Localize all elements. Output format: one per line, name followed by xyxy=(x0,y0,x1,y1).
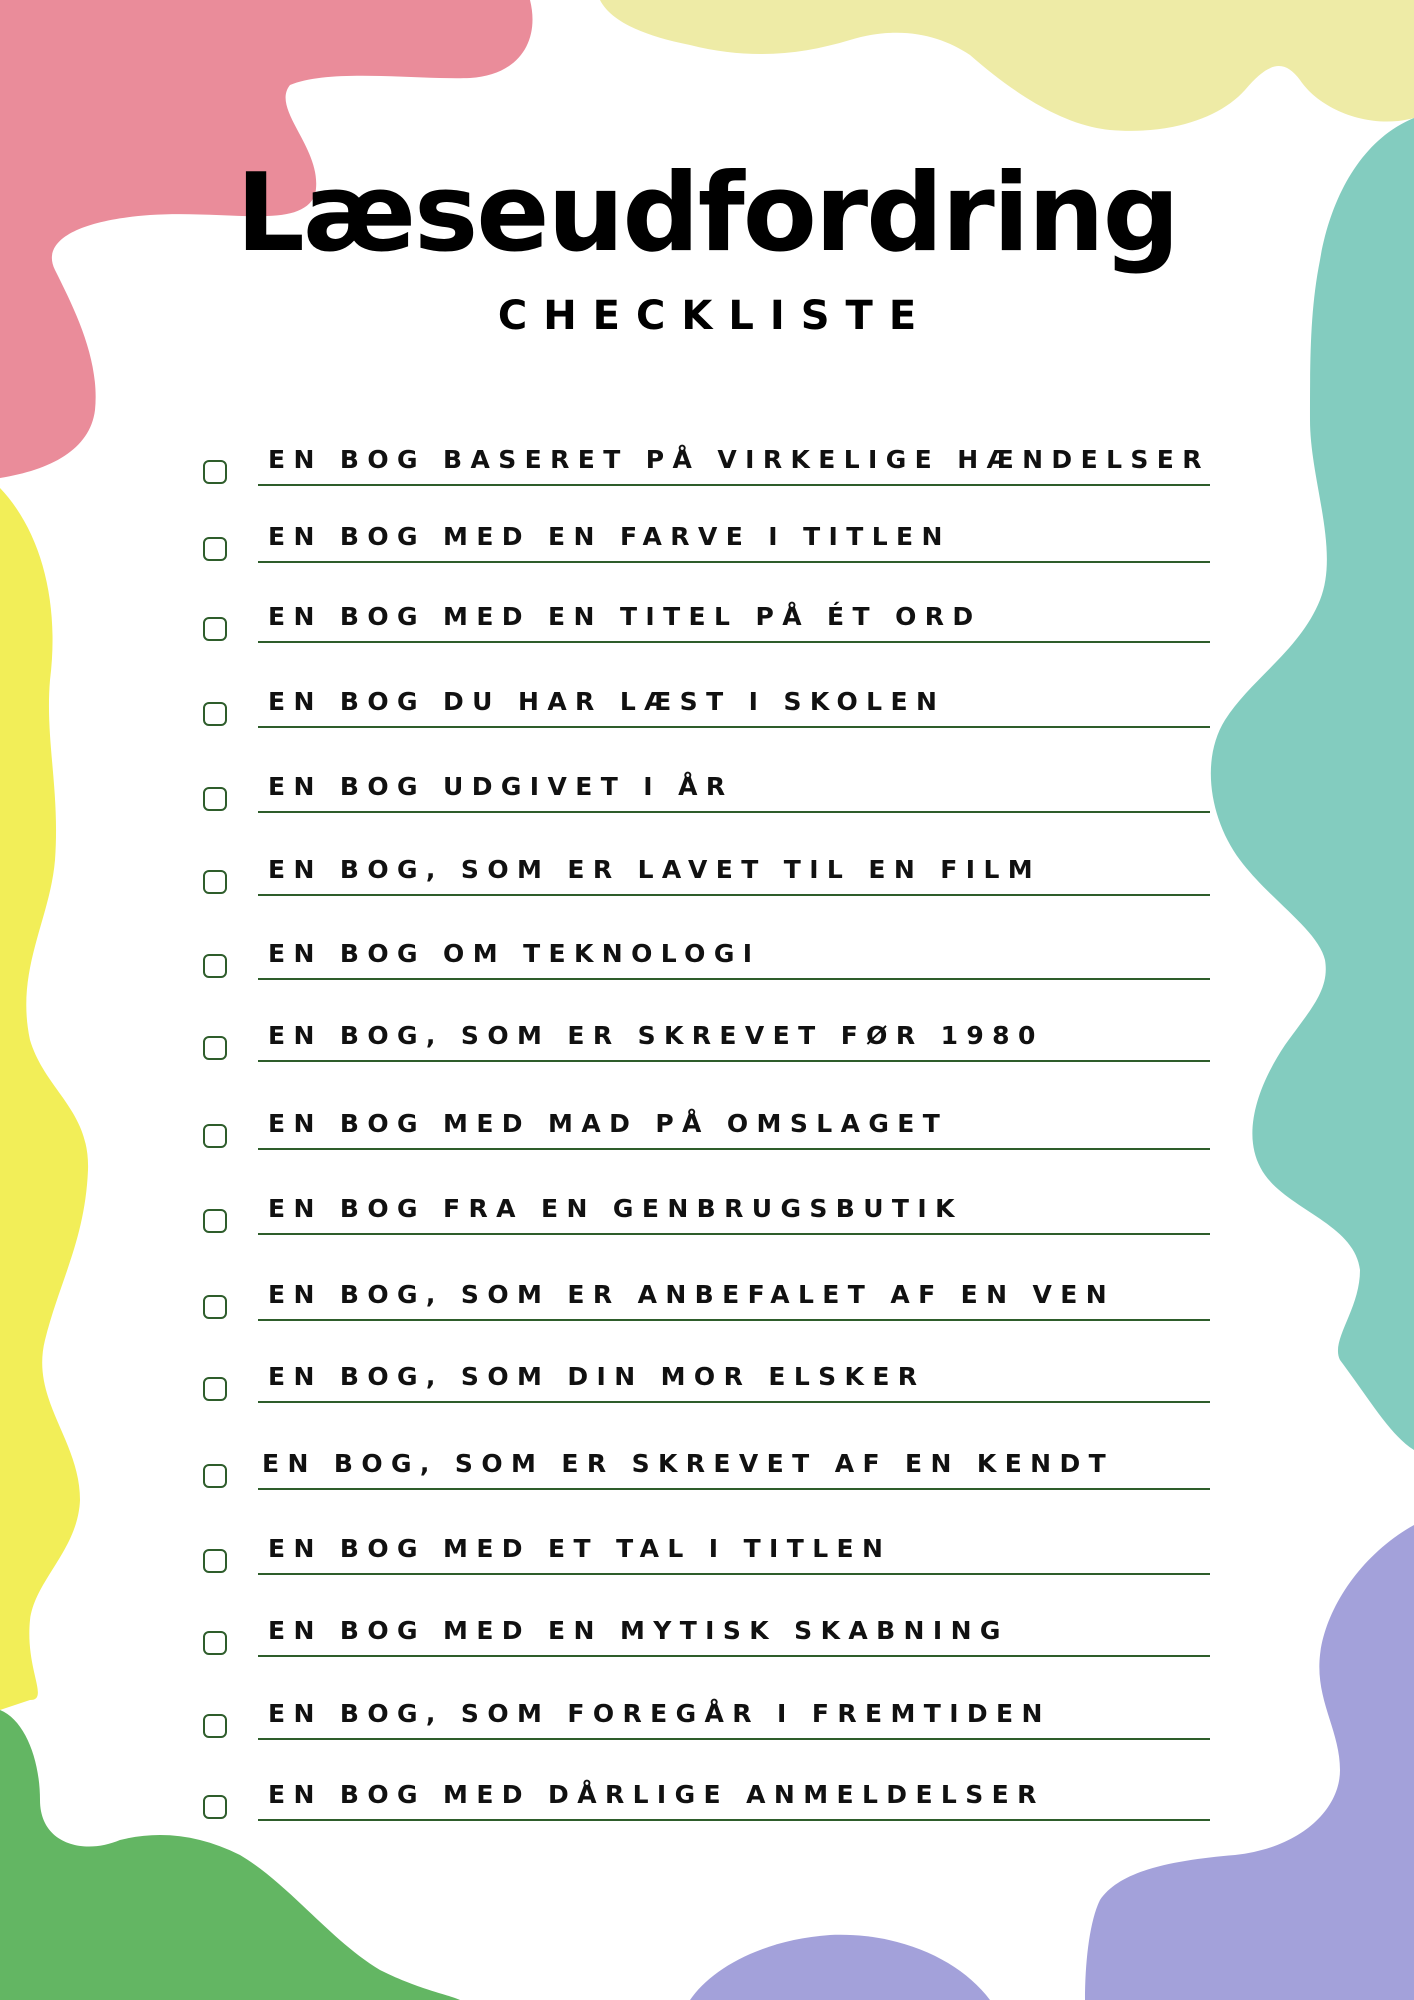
empty-checkbox-icon[interactable] xyxy=(203,1036,227,1060)
empty-checkbox-icon[interactable] xyxy=(203,537,227,561)
checklist-item-label: EN BOG OM TEKNOLOGI xyxy=(268,939,761,968)
checklist-item xyxy=(0,1611,1414,1681)
checklist-item-label: EN BOG MED EN FARVE I TITLEN xyxy=(268,522,951,551)
empty-checkbox-icon[interactable] xyxy=(203,1377,227,1401)
checklist-item-label: EN BOG FRA EN GENBRUGSBUTIK xyxy=(268,1194,963,1223)
underline-rule xyxy=(258,978,1210,980)
checklist-item-label: EN BOG, SOM ER LAVET TIL EN FILM xyxy=(268,855,1042,884)
checklist-item xyxy=(0,1016,1414,1086)
underline-rule xyxy=(258,1401,1210,1403)
underline-rule xyxy=(258,484,1210,486)
checklist-item-label: EN BOG DU HAR LÆST I SKOLEN xyxy=(268,687,946,716)
checklist-item xyxy=(0,1357,1414,1427)
lavender-blob-bottom xyxy=(690,1935,990,2000)
checklist-item xyxy=(0,517,1414,587)
empty-checkbox-icon[interactable] xyxy=(203,460,227,484)
yellow-blob xyxy=(0,488,88,1710)
checklist-item-label: EN BOG, SOM ER SKREVET FØR 1980 xyxy=(268,1021,1044,1050)
underline-rule xyxy=(258,811,1210,813)
underline-rule xyxy=(258,1738,1210,1740)
page-title: Læseudfordring xyxy=(236,151,1178,276)
empty-checkbox-icon[interactable] xyxy=(203,617,227,641)
empty-checkbox-icon[interactable] xyxy=(203,787,227,811)
checklist-item xyxy=(0,440,1414,510)
empty-checkbox-icon[interactable] xyxy=(203,870,227,894)
checklist-item-label: EN BOG, SOM ER SKREVET AF EN KENDT xyxy=(262,1449,1115,1478)
checklist-item xyxy=(0,1444,1414,1514)
underline-rule xyxy=(258,561,1210,563)
underline-rule xyxy=(258,1488,1210,1490)
underline-rule xyxy=(258,1233,1210,1235)
checklist-item xyxy=(0,1104,1414,1174)
checklist-item xyxy=(0,1189,1414,1259)
underline-rule xyxy=(258,726,1210,728)
checklist-item xyxy=(0,597,1414,667)
empty-checkbox-icon[interactable] xyxy=(203,1795,227,1819)
checklist-item xyxy=(0,934,1414,1004)
underline-rule xyxy=(258,1819,1210,1821)
empty-checkbox-icon[interactable] xyxy=(203,1124,227,1148)
empty-checkbox-icon[interactable] xyxy=(203,1631,227,1655)
empty-checkbox-icon[interactable] xyxy=(203,1714,227,1738)
checklist-item-label: EN BOG UDGIVET I ÅR xyxy=(268,772,734,801)
underline-rule xyxy=(258,1655,1210,1657)
checklist-item xyxy=(0,1275,1414,1345)
underline-rule xyxy=(258,1573,1210,1575)
checklist-item-label: EN BOG MED MAD PÅ OMSLAGET xyxy=(268,1109,949,1138)
empty-checkbox-icon[interactable] xyxy=(203,1464,227,1488)
underline-rule xyxy=(258,1148,1210,1150)
checklist-item-label: EN BOG MED ET TAL I TITLEN xyxy=(268,1534,892,1563)
checklist-item-label: EN BOG BASERET PÅ VIRKELIGE HÆNDELSER xyxy=(268,445,1210,474)
checklist-item xyxy=(0,850,1414,920)
light-yellow-blob xyxy=(600,0,1414,131)
checklist-item-label: EN BOG, SOM FOREGÅR I FREMTIDEN xyxy=(268,1699,1051,1728)
checklist-item-label: EN BOG MED DÅRLIGE ANMELDELSER xyxy=(268,1780,1045,1809)
checklist-item xyxy=(0,1775,1414,1845)
empty-checkbox-icon[interactable] xyxy=(203,1295,227,1319)
empty-checkbox-icon[interactable] xyxy=(203,1549,227,1573)
empty-checkbox-icon[interactable] xyxy=(203,702,227,726)
checklist-item xyxy=(0,767,1414,837)
checklist-item-label: EN BOG MED EN TITEL PÅ ÉT ORD xyxy=(268,602,982,631)
checklist-item-label: EN BOG MED EN MYTISK SKABNING xyxy=(268,1616,1009,1645)
checklist-item xyxy=(0,682,1414,752)
underline-rule xyxy=(258,641,1210,643)
empty-checkbox-icon[interactable] xyxy=(203,954,227,978)
underline-rule xyxy=(258,894,1210,896)
page-subtitle: CHECKLISTE xyxy=(497,293,933,339)
checklist-item xyxy=(0,1694,1414,1764)
underline-rule xyxy=(258,1319,1210,1321)
underline-rule xyxy=(258,1060,1210,1062)
checklist-item xyxy=(0,1529,1414,1599)
checklist-item-label: EN BOG, SOM DIN MOR ELSKER xyxy=(268,1362,926,1391)
checklist-item-label: EN BOG, SOM ER ANBEFALET AF EN VEN xyxy=(268,1280,1116,1309)
empty-checkbox-icon[interactable] xyxy=(203,1209,227,1233)
